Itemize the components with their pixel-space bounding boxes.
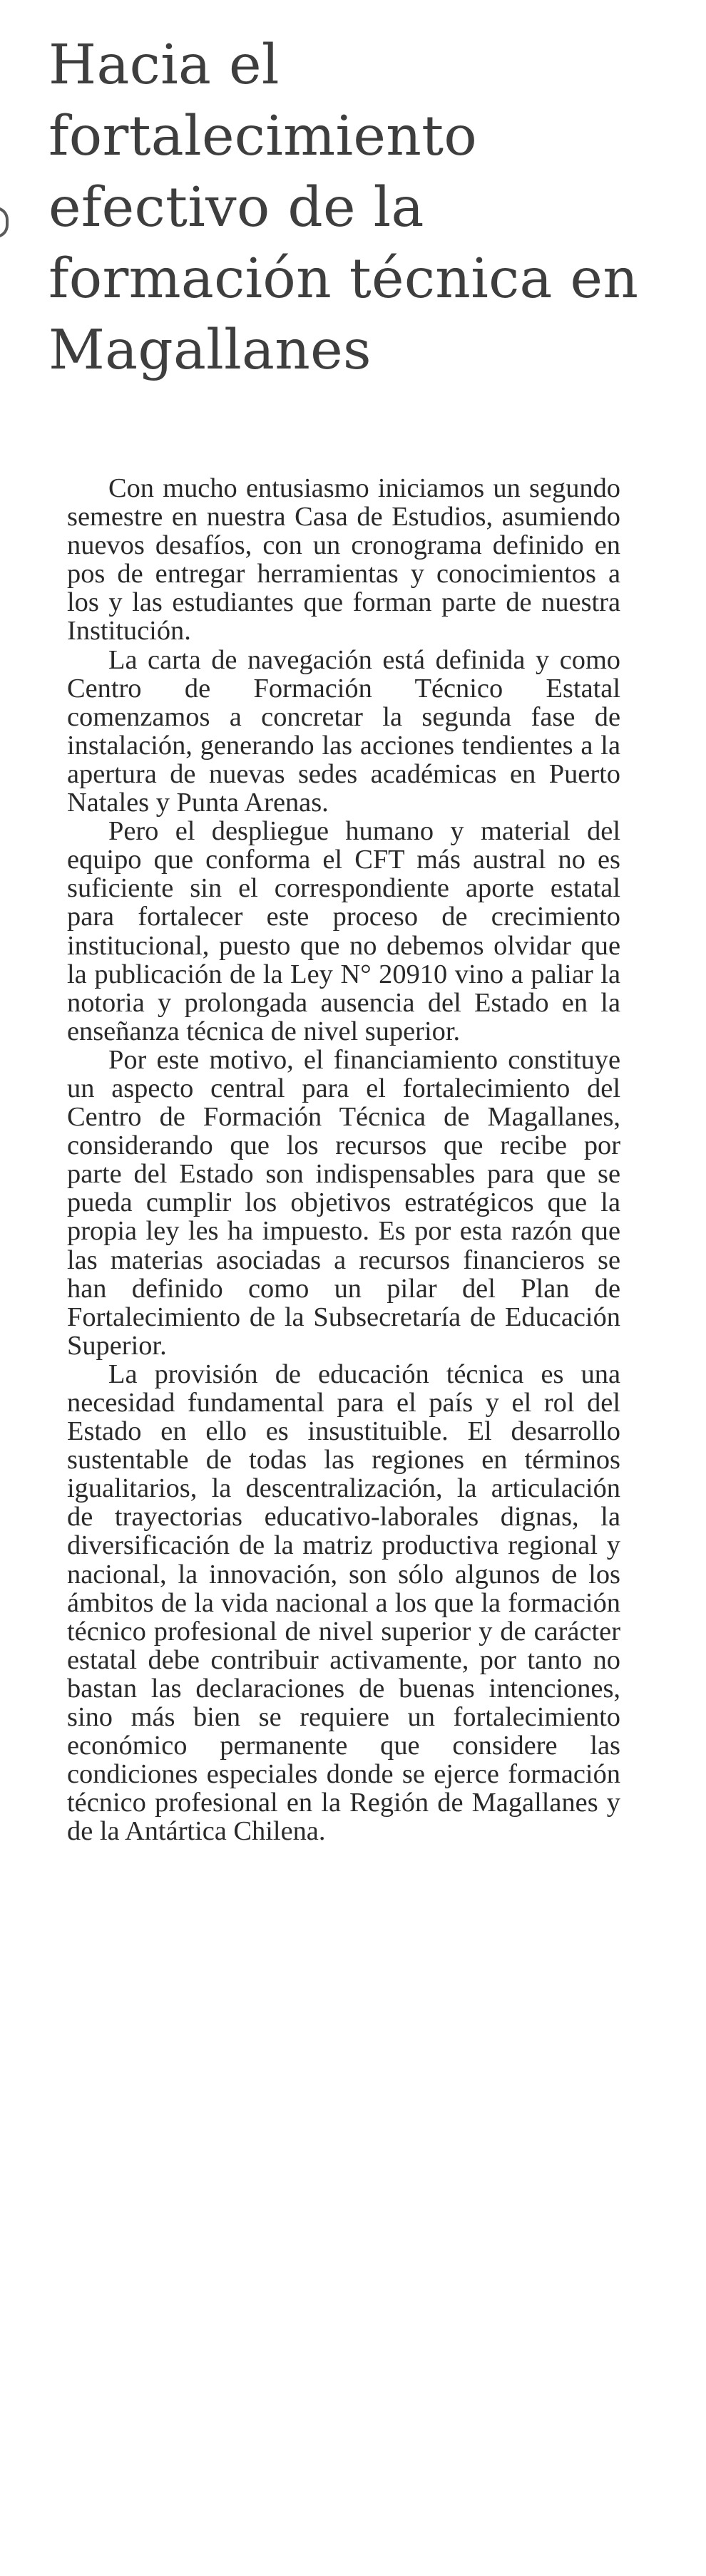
article-body <box>67 474 620 1846</box>
cropped-glyph-fragment <box>0 207 9 238</box>
article-paragraph: Por este motivo, el financiamiento constituye un aspecto central para el fortalecimiento del Centro de Formación Técnica de Magallanes, considerando que los recursos que recibe por parte del Estado son indispensables para que se pueda cumplir los objetivos estratégicos que la propia ley les ha impuesto. Es por esta razón que las materias asociadas a recursos financieros se han definido como un pilar del Plan de Fortalecimiento de la Subsecretaría de Educación Superior. <box>67 1044 620 1361</box>
article-headline: Hacia el fortalecimiento efectivo de la formación técnica en Magallanes <box>48 34 639 382</box>
article-paragraph: Pero el despliegue humano y material del equipo que conforma el CFT más austral no es suficiente sin el correspondiente aporte estatal para fortalecer este proceso de crecimiento institucional, puesto que no debemos olvidar que la publicación de la Ley N° 20910 vino a paliar la notoria y prolongada ausencia del Estado en la enseñanza técnica de nivel superior. <box>67 816 620 1046</box>
article-paragraph: La carta de navegación está definida y como Centro de Formación Técnico Estatal comenzamos a concretar la segunda fase de instalación, generando las acciones tendientes a la apertura de nuevas sedes académicas en Puerto Natales y Punta Arenas. <box>67 644 620 818</box>
article-paragraph: La provisión de educación técnica es una necesidad fundamental para el país y el rol del Estado en ello es insustituible. El desarrollo sustentable de todas las regiones en términos igualitarios, la descentralización, la articulación de trayectorias educativo-laborales dignas, la diversificación de la matriz productiva regional y nacional, la innovación, son sólo algunos de los ámbitos de la vida nacional a los que la formación técnico profesional de nivel superior y de carácter estatal debe contribuir activamente, por tanto no bastan las declaraciones de buenas intenciones, sino más bien se requiere un fortalecimiento económico permanente que considere las condiciones especiales donde se ejerce formación técnico profesional en la Región de Magallanes y de la Antártica Chilena. <box>67 1359 620 1847</box>
article-paragraph: Con mucho entusiasmo iniciamos un segundo semestre en nuestra Casa de Estudios, asumiendo nuevos desafíos, con un cronograma definido en pos de entregar herramientas y conocimientos a los y las estudiantes que forman parte de nuestra Institución. <box>67 473 620 646</box>
